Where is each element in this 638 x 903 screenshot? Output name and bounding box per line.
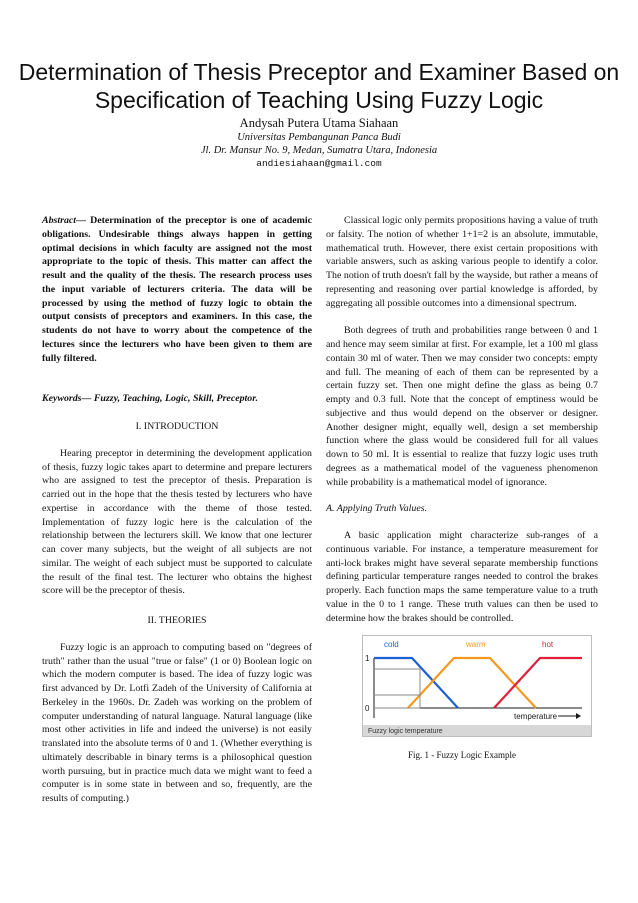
fuzzy-temperature-diagram: [362, 635, 592, 737]
label-hot: hot: [542, 640, 554, 650]
author-name: Andysah Putera Utama Siahaan: [239, 116, 399, 130]
introduction-paragraph: Hearing preceptor in determining the development application of thesis, fuzzy logic takes apart to determine and prepare lecturers who are assigned to test the preceptor of thesis. Preparation is carried out in the hope that the thesis tested by lecturers who have expertise in accordance with the theme of those tested. Implementation of fuzzy logic here is the calculation of the relationship between the lecturers skill. We know that one lecturer can cover many subjects, but the weight of all subjects are not similar. The weight of each subject must be supported to calculate the result of the final test. The lecturer who obtains the highest score will be the preceptor of thesis.: [42, 447, 312, 597]
fuzzy-logic-figure: [362, 635, 592, 737]
label-cold: cold: [384, 640, 399, 650]
title-block: [0, 58, 638, 170]
applying-paragraph: A basic application might characterize sub-ranges of a continuous variable. For instance, a temperature measurement for anti-lock brakes might have several separate membership functions defining particular temperature ranges needed to control the brakes properly. Each function maps the same temperature value to a truth value in the 0 to 1 range. These truth values can then be used to determine how the brakes should be controlled.: [326, 530, 598, 624]
section-heading-theories: II. THEORIES: [147, 615, 207, 626]
label-y1: 1: [365, 654, 370, 664]
author-address: Jl. Dr. Mansur No. 9, Medan, Sumatra Utara, Indonesia: [200, 145, 438, 156]
paper-title: Determination of Thesis Preceptor and Examiner Based on Specification of Teaching Using Fuzzy Logic: [18, 59, 620, 113]
abstract: [42, 214, 312, 365]
classical-logic-paragraph: Classical logic only permits propositions having a value of truth or falsity. The notion of whether 1+1=2 is an absolute, immutable, mathematical truth. However, there exist certain propositions with variable answers, such as asking various people to identify a color. The notion of truth doesn't fall by the wayside, but rather a means of representing and reasoning over partial knowledge is afforded, by aggregating all possible outcomes into a dimensional spectrum.: [326, 215, 598, 309]
subsection-heading: A. Applying Truth Values.: [326, 503, 428, 515]
figure-frame: [363, 636, 592, 737]
abstract-lead: Abstract: [42, 215, 77, 226]
author-email[interactable]: andiesiahaan@gmail.com: [256, 158, 382, 169]
author-affiliation: Universitas Pembangunan Panca Budi: [237, 132, 401, 143]
keywords: Keywords— Fuzzy, Teaching, Logic, Skill, Preceptor.: [42, 393, 258, 405]
truth-probability-paragraph: Both degrees of truth and probabilities range between 0 and 1 and hence may seem similar at first. For example, let a 100 ml glass contain 30 ml of water. Then we may consider two concepts: empty and full. The meaning of each of them can be represented by a certain fuzzy set. Then one might define the glass as being 0.7 empty and 0.3 full. Note that the concept of emptiness would be subjective and thus would depend on the observer or designer. Another designer might, equally well, design a set membership function where the glass would be considered full for all values down to 50 ml. It is essential to realize that fuzzy logic uses truth degrees as a mathematical model of the vagueness phenomenon while probability is a mathematical model of ignorance.: [326, 325, 598, 488]
axis-label-temperature: temperature: [514, 712, 558, 722]
label-warm: warm: [466, 640, 486, 650]
figure-footer-text: Fuzzy logic temperature: [368, 728, 443, 736]
theories-paragraph: Fuzzy logic is an approach to computing based on "degrees of truth" rather than the usual "true or false" (1 or 0) Boolean logic on which the modern computer is based. The idea of fuzzy logic was first advanced by Dr. Lotfi Zadeh of the University of California at Berkeley in the 1960s. Dr. Zadeh was working on the problem of computer understanding of natural language. Natural language (like most other activities in life and indeed the universe) is not easily translated into the absolute terms of 0 and 1. (Whether everything is ultimately describable in binary terms is a philosophical question worth pursuing, but in practice much data we might want to feed a computer is in some state in between and so, frequently, are the results of computing.): [42, 641, 312, 804]
left-column: [42, 214, 312, 806]
abstract-text: — Determination of the preceptor is one of academic obligations. Undesirable things always happen in getting optimal decisions in which faculty are assigned not the most appropriate to the topic of thesis. This matter can affect the result and the quality of the thesis. The research process uses the input variable of lecturers criteria. The data will be processed by using the method of fuzzy logic to obtain the output consists of preceptors and examiners. In this case, the students do not have to worry about the competence of the lectures since the lecturers who have been given to them are fully filtered.: [42, 215, 312, 364]
section-heading-introduction: I. INTRODUCTION: [135, 421, 219, 432]
right-column: [326, 214, 598, 763]
figure-caption: Fig. 1 - Fuzzy Logic Example: [408, 750, 516, 761]
label-y0: 0: [365, 704, 370, 714]
